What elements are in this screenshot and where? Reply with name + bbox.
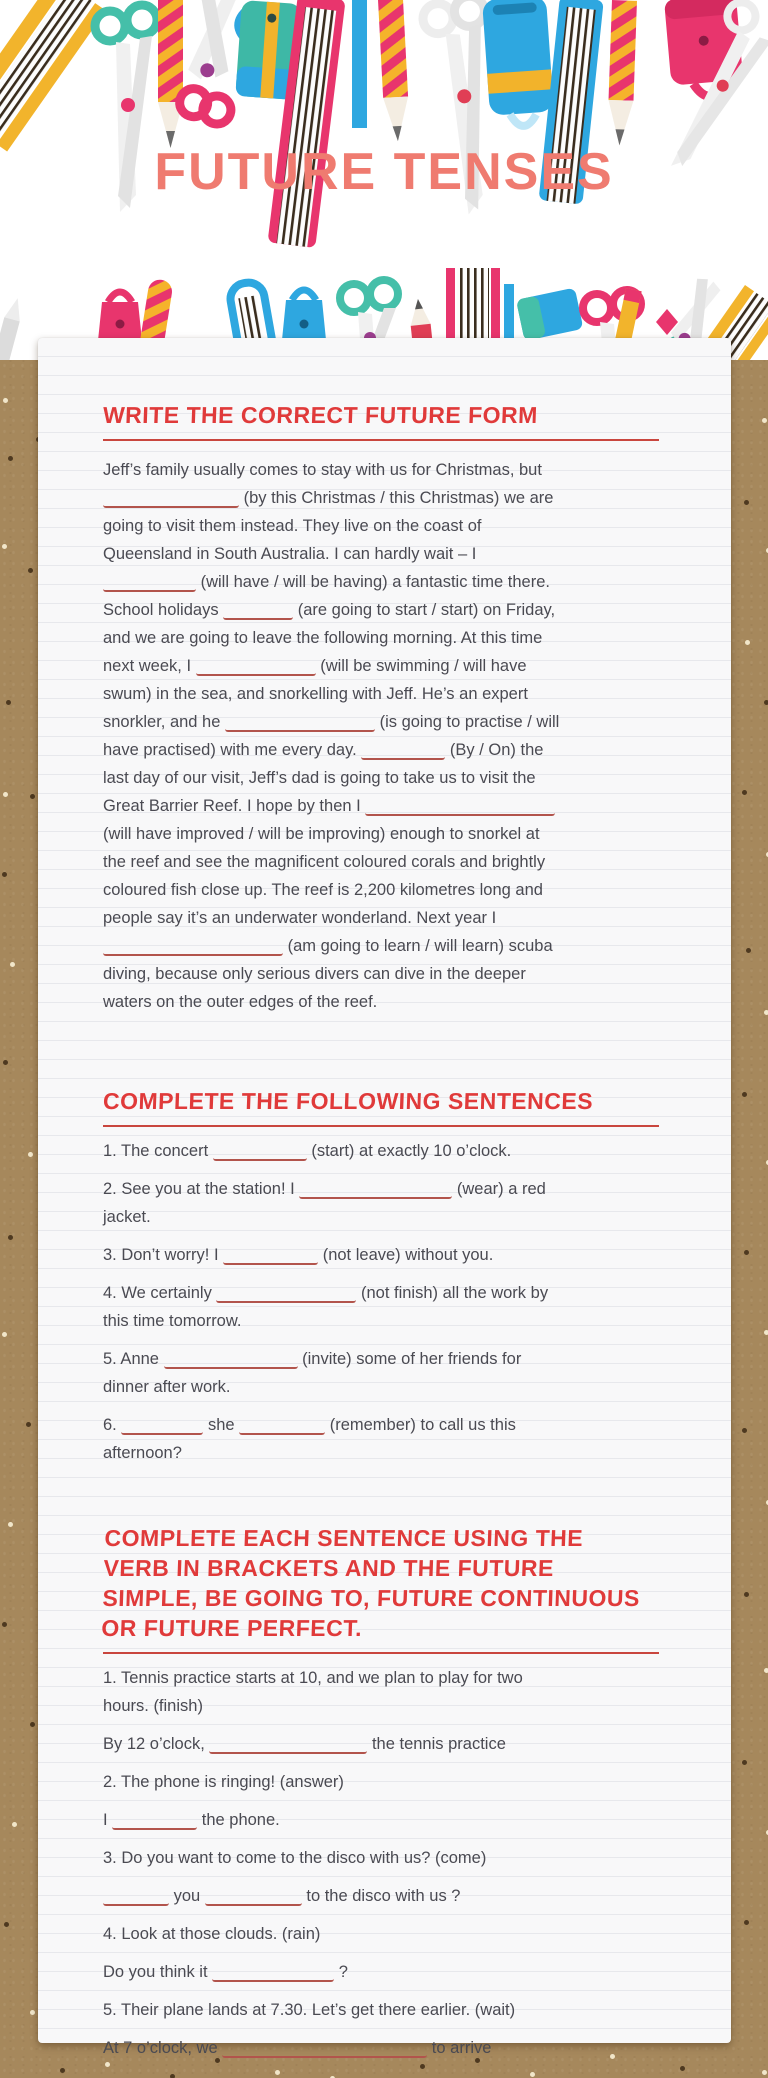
text-run: 5. Their plane lands at 7.30. Let’s get there earlier. (wait)	[103, 2001, 516, 2019]
pencil-icon	[0, 296, 25, 360]
dot	[8, 1522, 13, 1527]
question-line	[103, 1664, 565, 1720]
pencil-icon	[158, 0, 183, 148]
dot	[2, 872, 7, 877]
supplies-banner	[0, 0, 768, 360]
dot	[742, 1428, 747, 1433]
question-line	[103, 1768, 565, 1796]
text-run: (By / On) the last day of our visit, Jeff’s dad is going to take us to visit the Great Barrier Reef. I hope by then I	[103, 741, 544, 815]
question-line	[103, 1730, 565, 1758]
text-run: (are going to start / start) on Friday, and we are going to leave the following morning. At this time next week, I	[103, 601, 556, 675]
answer-blank[interactable]	[209, 1734, 367, 1754]
text-run: At 7 o’clock, we	[103, 2039, 223, 2057]
text-run: 1. The concert	[103, 1142, 213, 1160]
exercise-paragraph	[103, 456, 565, 1016]
dot	[742, 1092, 747, 1097]
dot	[8, 1235, 13, 1240]
text-run: 3. Don’t worry! I	[103, 1246, 224, 1264]
heading-underline	[103, 1652, 659, 1654]
dot	[420, 2064, 425, 2069]
text-run: (not leave) without you.	[318, 1246, 494, 1264]
text-run: 6.	[103, 1416, 122, 1434]
dot	[744, 1592, 749, 1597]
question-line	[103, 1279, 565, 1335]
dot	[742, 790, 747, 795]
text-run: (invite) some of her friends for dinner after work.	[103, 1350, 522, 1396]
text-run: (am going to learn / will learn) scuba diving, because only serious divers can dive in the deeper waters on the outer edges of the reef.	[103, 937, 553, 1011]
dot	[8, 456, 13, 461]
dot	[4, 1922, 9, 1927]
answer-blank[interactable]	[103, 1886, 169, 1906]
dot	[3, 1060, 8, 1065]
text-run: Jeff’s family usually comes to stay with us for Christmas, but	[103, 461, 542, 479]
dot	[170, 2074, 175, 2078]
text-run: ?	[334, 1963, 348, 1981]
dot	[26, 1422, 31, 1427]
answer-blank[interactable]	[299, 1179, 452, 1199]
dot	[745, 640, 750, 645]
question-line	[103, 1175, 565, 1231]
heading-underline	[103, 1125, 659, 1127]
dot	[764, 1330, 768, 1335]
pencil-case-icon	[482, 0, 555, 128]
pencil-bundle-icon	[0, 0, 106, 162]
answer-blank[interactable]	[103, 488, 239, 508]
pencil-icon	[378, 0, 410, 142]
text-run: (by this Christmas / this Christmas) we are going to visit them instead. They live on the coast of Queensland in South Australia. I can hardly wait – I	[103, 489, 554, 563]
question-line	[103, 1996, 565, 2024]
dot	[28, 1152, 33, 1157]
text-run: 1. Tennis practice starts at 10, and we plan to play for two hours. (finish)	[103, 1669, 523, 1715]
question-line	[103, 1844, 565, 1872]
pencil-icon	[607, 0, 637, 146]
section-heading: WRITE THE CORRECT FUTURE FORM	[102, 402, 539, 428]
answer-blank[interactable]	[223, 1245, 318, 1265]
text-run: to the disco with us ?	[301, 1887, 461, 1905]
section-heading: COMPLETE THE FOLLOWING SENTENCES	[102, 1088, 594, 1114]
dot	[764, 1668, 768, 1673]
dot	[744, 500, 749, 505]
dot	[2, 1622, 7, 1627]
worksheet-paper	[38, 338, 731, 2057]
heading-underline	[103, 439, 659, 441]
dot	[762, 2070, 767, 2075]
question-line	[103, 1920, 565, 1948]
question-line	[103, 1882, 565, 1910]
text-run: (will be swimming / will have swum) in the sea, and snorkelling with Jeff. He’s an expert snorkler, and he	[103, 657, 528, 731]
text-run: she	[203, 1416, 240, 1434]
dot	[28, 568, 33, 573]
dot	[30, 2010, 35, 2015]
worksheet-sections	[38, 338, 731, 2062]
answer-blank[interactable]	[361, 740, 445, 760]
text-run: (not finish) all the work by this time tomorrow.	[103, 1284, 549, 1330]
worksheet-title: FUTURE TENSES	[154, 143, 614, 201]
dot	[3, 398, 8, 403]
dot	[2, 1332, 7, 1337]
answer-blank[interactable]	[112, 1810, 197, 1830]
dot	[762, 418, 767, 423]
dot	[10, 962, 15, 967]
dot	[30, 794, 35, 799]
text-run: Do you think it	[103, 1963, 213, 1981]
pencil-icon	[352, 0, 367, 128]
dot	[2, 544, 7, 549]
dot	[680, 2066, 685, 2071]
text-run: 2. See you at the station! I	[103, 1180, 300, 1198]
text-run: (is going to practise / will have practised) with me every day.	[103, 713, 560, 759]
answer-blank[interactable]	[239, 1415, 325, 1435]
dot	[6, 700, 11, 705]
dot	[746, 948, 751, 953]
text-run: 4. Look at those clouds. (rain)	[103, 1925, 321, 1943]
worksheet-section	[100, 1523, 671, 2062]
dot	[530, 2072, 535, 2077]
answer-blank[interactable]	[365, 796, 555, 816]
answer-blank[interactable]	[103, 936, 283, 956]
dot	[744, 1920, 749, 1925]
text-run: (remember) to call us this afternoon?	[103, 1416, 516, 1462]
question-line	[103, 1411, 565, 1467]
answer-blank[interactable]	[222, 2038, 427, 2058]
text-run: 5. Anne	[103, 1350, 164, 1368]
dot	[275, 2070, 280, 2075]
text-run: 3. Do you want to come to the disco with us? (come)	[103, 1849, 487, 1867]
question-line	[103, 2034, 565, 2062]
text-run: 4. We certainly	[103, 1284, 217, 1302]
worksheet-section	[103, 1086, 671, 1467]
dot	[60, 2068, 65, 2073]
eraser-icon	[516, 288, 583, 342]
dot	[742, 1760, 747, 1765]
answer-blank[interactable]	[225, 712, 375, 732]
section-heading: COMPLETE EACH SENTENCE USING THE VERB IN BRACKETS AND THE FUTURE SIMPLE, BE GOING TO, FUTURE CONTINUOUS OR FUTURE PERFECT.	[100, 1525, 641, 1641]
text-run: 2. The phone is ringing! (answer)	[103, 1773, 344, 1791]
dot	[105, 2062, 110, 2067]
answer-blank[interactable]	[213, 1141, 307, 1161]
answer-blank[interactable]	[164, 1349, 298, 1369]
dot	[30, 1722, 35, 1727]
dot	[3, 792, 8, 797]
question-line	[103, 1241, 565, 1269]
answer-blank[interactable]	[196, 656, 316, 676]
text-run: (will have / will be having) a fantastic time there. School holidays	[103, 573, 550, 619]
text-run: the tennis practice	[367, 1735, 506, 1753]
dot	[764, 1010, 768, 1015]
dot	[764, 700, 768, 705]
text-run: you	[169, 1887, 205, 1905]
answer-blank[interactable]	[121, 1415, 203, 1435]
dot	[12, 1822, 17, 1827]
question-line	[103, 1958, 565, 1986]
answer-blank[interactable]	[216, 1283, 356, 1303]
question-line	[103, 1345, 565, 1401]
question-line	[103, 1806, 565, 1834]
worksheet-section	[103, 400, 671, 1016]
answer-blank[interactable]	[212, 1962, 334, 1982]
text-run: I	[103, 1811, 113, 1829]
text-run: (start) at exactly 10 o’clock.	[306, 1142, 512, 1160]
text-run: (will have improved / will be improving) enough to snorkel at the reef and see the magnificent coloured corals and brightly coloured fish close up. The reef is 2,200 kilometres long and people say it’s an underwater wonderland. Next year I	[103, 825, 546, 927]
answer-blank[interactable]	[103, 572, 196, 592]
text-run: By 12 o’clock,	[103, 1735, 210, 1753]
text-run: (wear) a red jacket.	[103, 1180, 546, 1226]
answer-blank[interactable]	[205, 1886, 302, 1906]
dot	[744, 1250, 749, 1255]
text-run: to arrive	[427, 2039, 492, 2057]
question-line	[103, 1137, 565, 1165]
answer-blank[interactable]	[223, 600, 293, 620]
text-run: the phone.	[197, 1811, 280, 1829]
